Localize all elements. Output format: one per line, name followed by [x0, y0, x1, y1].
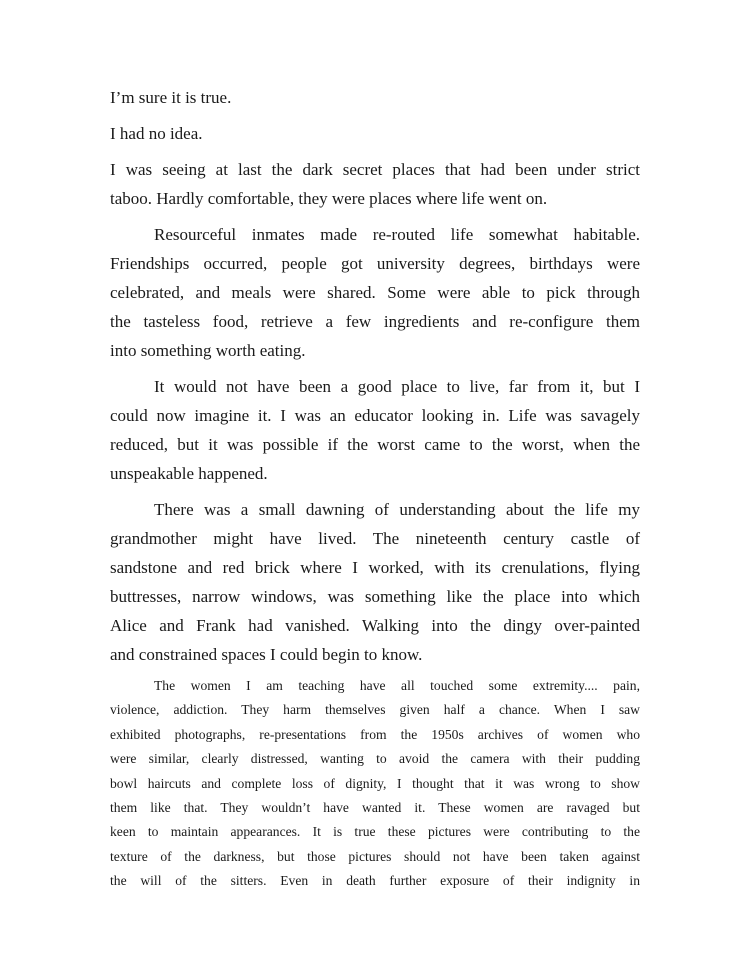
text-line: into something worth eating.: [110, 341, 306, 360]
paragraph: [110, 83, 640, 112]
text-line: unspeakable happened.: [110, 464, 268, 483]
text-line: were similar, clearly distressed, wanting to avoid the camera with their pudding: [110, 751, 640, 767]
paragraph: [110, 495, 640, 669]
text-line: texture of the darkness, but those pictures should not have been taken against: [110, 848, 640, 864]
text-line: Resourceful inmates made re-routed life somewhat habitable.: [154, 225, 640, 244]
document-page: [110, 83, 640, 901]
text-line: and constrained spaces I could begin to know.: [110, 645, 423, 664]
text-line: There was a small dawning of understanding about the life my: [154, 500, 640, 519]
text-line: bowl haircuts and complete loss of dignity, I thought that it was wrong to show: [110, 775, 640, 791]
text-line: I had no idea.: [110, 124, 203, 143]
text-line: the tasteless food, retrieve a few ingredients and re-configure them: [110, 312, 640, 331]
text-line: celebrated, and meals were shared. Some were able to pick through: [110, 283, 640, 302]
text-line: sandstone and red brick where I worked, with its crenulations, flying: [110, 558, 640, 577]
text-line: I was seeing at last the dark secret places that had been under strict: [110, 160, 640, 179]
text-line: grandmother might have lived. The nineteenth century castle of: [110, 529, 640, 548]
text-line: I’m sure it is true.: [110, 88, 232, 107]
text-line: could now imagine it. I was an educator looking in. Life was savagely: [110, 406, 640, 425]
text-line: them like that. They wouldn’t have wanted it. These women are ravaged but: [110, 799, 640, 815]
text-line: taboo. Hardly comfortable, they were places where life went on.: [110, 189, 548, 208]
text-line: keen to maintain appearances. It is true these pictures were contributing to the: [110, 824, 640, 840]
text-line: Friendships occurred, people got university degrees, birthdays were: [110, 254, 640, 273]
text-line: the will of the sitters. Even in death further exposure of their indignity in: [110, 873, 640, 889]
text-line: reduced, but it was possible if the worst came to the worst, when the: [110, 435, 640, 454]
paragraph: [110, 220, 640, 365]
text-line: Alice and Frank had vanished. Walking into the dingy over-painted: [110, 616, 640, 635]
paragraph: [110, 372, 640, 488]
paragraph: [110, 119, 640, 148]
paragraph: [110, 674, 640, 894]
text-line: The women I am teaching have all touched some extremity.... pain,: [154, 678, 640, 693]
text-line: buttresses, narrow windows, was something like the place into which: [110, 587, 640, 606]
paragraph: [110, 155, 640, 213]
text-line: It would not have been a good place to live, far from it, but I: [154, 377, 640, 396]
text-line: exhibited photographs, re-presentations from the 1950s archives of women who: [110, 726, 640, 742]
text-line: violence, addiction. They harm themselves given half a chance. When I saw: [110, 702, 640, 718]
